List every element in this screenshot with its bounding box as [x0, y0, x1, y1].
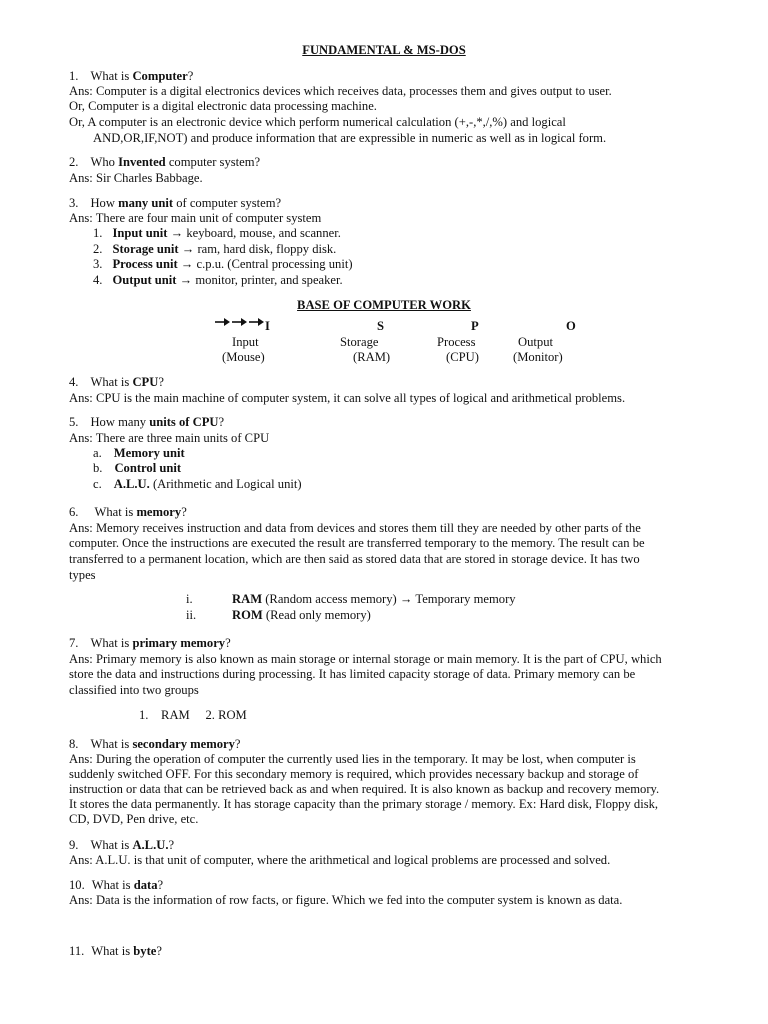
answer-8-line-2: suddenly switched OFF. For this secondary memory is required, which provides necessary backup and storage of: [69, 767, 639, 781]
answer-8-line-5: CD, DVD, Pen drive, etc.: [69, 812, 199, 826]
question-3: 3. How many unit of computer system?: [69, 196, 282, 210]
answer-6-line-3: transferred to a permanent location, which are then said as stored data that are stored in storage device. It has two: [69, 552, 640, 566]
ispo-letter: I: [265, 319, 270, 333]
question-number: 1.: [69, 69, 79, 83]
list-item: i.: [186, 592, 193, 606]
ispo-label: Input: [232, 335, 259, 349]
answer-8-line-4: It stores the data permanently. It has storage capacity than the primary storage / memory. Ex: Hard disk, Floppy disk,: [69, 797, 659, 811]
list-item: 2. Storage unit → ram, hard disk, floppy disk.: [93, 242, 337, 256]
question-11: 11. What is byte?: [69, 944, 162, 958]
answer-10: Ans: Data is the information of row facts, or figure. Which we fed into the computer system is known as data.: [69, 893, 623, 907]
question-9: 9. What is A.L.U.?: [69, 838, 175, 852]
question-10: 10. What is data?: [69, 878, 164, 892]
answer-7-line-1: Ans: Primary memory is also known as main storage or internal storage or main memory. It is the part of CPU, which: [69, 652, 662, 666]
question-2: 2. Who Invented computer system?: [69, 155, 261, 169]
question-7: 7. What is primary memory?: [69, 636, 231, 650]
answer-2: Ans: Sir Charles Babbage.: [69, 171, 203, 185]
answer-8-line-1: Ans: During the operation of computer the currently used lies in the temporary. It may be lost, when computer is: [69, 752, 636, 766]
list-item-text: ROM (Read only memory): [232, 608, 371, 622]
list-item-text: RAM (Random access memory) → Temporary memory: [232, 592, 516, 606]
ispo-device: (CPU): [446, 350, 479, 364]
answer-8-line-3: instruction or data that can be retrieved back as and when required. It is also known as backup and recovery memory.: [69, 782, 660, 796]
question-5: 5. How many units of CPU?: [69, 415, 225, 429]
ispo-device: (Mouse): [222, 350, 265, 364]
answer-6-line-4: types: [69, 568, 96, 582]
answer-7-line-3: classified into two groups: [69, 683, 199, 697]
list-item: 3. Process unit → c.p.u. (Central processing unit): [93, 257, 353, 271]
list-item: ii.: [186, 608, 197, 622]
list-item: c. A.L.U. (Arithmetic and Logical unit): [93, 477, 302, 491]
list-item: 1. Input unit → keyboard, mouse, and scanner.: [93, 226, 341, 240]
section-heading: BASE OF COMPUTER WORK: [297, 298, 471, 312]
memory-groups: 1. RAM 2. ROM: [139, 708, 247, 722]
document-title: FUNDAMENTAL & MS-DOS: [302, 43, 466, 57]
ispo-letter: S: [377, 319, 385, 333]
ispo-letter: O: [566, 319, 576, 333]
answer-9: Ans: A.L.U. is that unit of computer, where the arithmetical and logical problems are processed and solved.: [69, 853, 611, 867]
ispo-label: Storage: [340, 335, 379, 349]
ispo-label: Output: [518, 335, 553, 349]
answer-1-line-2: Or, Computer is a digital electronic data processing machine.: [69, 99, 377, 113]
answer-1-line-3: Or, A computer is an electronic device which perform numerical calculation (+,-,*,/,%) and logical: [69, 115, 566, 129]
ispo-device: (RAM): [353, 350, 391, 364]
answer-7-line-2: store the data and instructions during processing. It has limited capacity storage of data. Primary memory can be: [69, 667, 636, 681]
arrows-icon: [214, 317, 266, 327]
answer-4: Ans: CPU is the main machine of computer system, it can solve all types of logical and arithmetical problems.: [69, 391, 626, 405]
question-6: 6. What is memory?: [69, 505, 187, 519]
answer-6-line-1: Ans: Memory receives instruction and data from devices and stores them till they are needed by other parts of the: [69, 521, 641, 535]
ispo-device: (Monitor): [513, 350, 563, 364]
answer-1-line-1: Ans: Computer is a digital electronics devices which receives data, processes them and gives output to user.: [69, 84, 612, 98]
ispo-label: Process: [437, 335, 476, 349]
list-item: b. Control unit: [93, 461, 182, 475]
answer-3: Ans: There are four main unit of computer system: [69, 211, 322, 225]
answer-5: Ans: There are three main units of CPU: [69, 431, 270, 445]
answer-6-line-2: computer. Once the instructions are executed the result are transferred temporary to the memory. The result can be: [69, 536, 645, 550]
ispo-letter: P: [471, 319, 479, 333]
question-4: 4. What is CPU?: [69, 375, 164, 389]
list-item: a. Memory unit: [93, 446, 185, 460]
list-item: 4. Output unit → monitor, printer, and speaker.: [93, 273, 343, 287]
answer-1-line-4: AND,OR,IF,NOT) and produce information that are expressible in numeric as well as in logical form.: [93, 131, 607, 145]
question-8: 8. What is secondary memory?: [69, 737, 241, 751]
question-1: 1. What is Computer?: [69, 69, 194, 83]
